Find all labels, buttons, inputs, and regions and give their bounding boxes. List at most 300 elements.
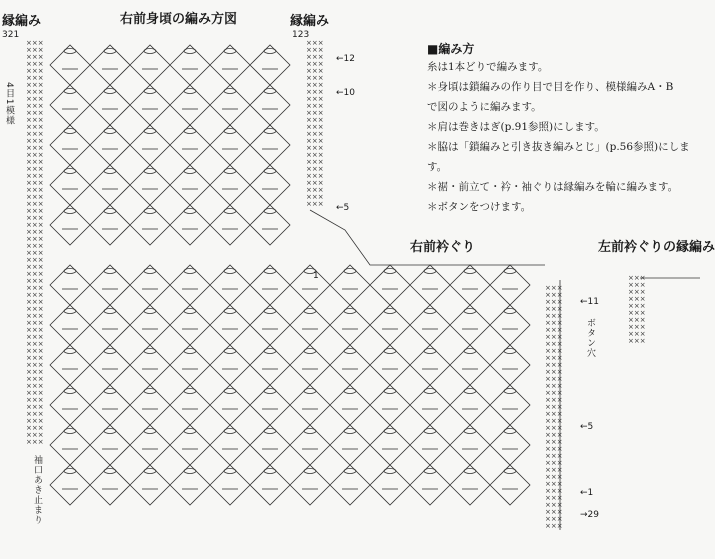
leaf-stitch	[144, 389, 156, 394]
row-1-bottom-label: ←1	[580, 488, 594, 498]
border-stitch: ×××	[545, 431, 563, 439]
border-stitch: ×××	[26, 417, 44, 425]
leaf-stitch	[184, 209, 196, 214]
leaf-stitch	[184, 429, 196, 434]
lattice-diamond	[290, 425, 330, 465]
leaf-stitch	[104, 129, 116, 134]
border-stitch: ×××	[306, 123, 324, 131]
border-stitch: ×××	[26, 354, 44, 362]
border-stitch: ×××	[26, 424, 44, 432]
lattice-diamond	[370, 305, 410, 345]
border-stitch: ×××	[306, 130, 324, 138]
leaf-stitch	[64, 469, 76, 474]
border-stitch: ×××	[26, 242, 44, 250]
lattice-diamond	[210, 305, 250, 345]
border-stitch: ×××	[26, 333, 44, 341]
lattice-diamond	[250, 265, 290, 305]
border-stitch: ×××	[26, 375, 44, 383]
lattice-diamond	[50, 465, 90, 505]
border-stitch: ×××	[26, 326, 44, 334]
border-stitch: ×××	[545, 389, 563, 397]
leaf-stitch	[464, 269, 476, 274]
border-stitch: ×××	[545, 312, 563, 320]
border-stitch: ×××	[306, 137, 324, 145]
leaf-stitch	[144, 429, 156, 434]
border-stitch: ×××	[306, 95, 324, 103]
border-stitch: ×××	[545, 382, 563, 390]
border-stitch: ×××	[26, 438, 44, 446]
lattice-diamond	[250, 125, 290, 165]
lattice-diamond	[250, 425, 290, 465]
border-stitch: ×××	[628, 288, 646, 296]
leaf-stitch	[304, 429, 316, 434]
chart-title: 右前身頃の編み方図	[120, 12, 238, 27]
border-stitch: ×××	[26, 340, 44, 348]
leaf-stitch	[504, 389, 516, 394]
lattice-diamond	[170, 345, 210, 385]
leaf-stitch	[504, 429, 516, 434]
border-stitch: ×××	[628, 302, 646, 310]
lattice-diamond	[130, 385, 170, 425]
leaf-stitch	[64, 429, 76, 434]
border-stitch: ×××	[26, 151, 44, 159]
lattice-diamond	[370, 265, 410, 305]
leaf-stitch	[104, 429, 116, 434]
border-stitch: ×××	[26, 179, 44, 187]
border-stitch: ×××	[306, 151, 324, 159]
lattice-diamond	[130, 305, 170, 345]
border-stitch: ×××	[26, 228, 44, 236]
lattice-diamond	[130, 205, 170, 245]
border-stitch: ×××	[26, 221, 44, 229]
leaf-stitch	[104, 89, 116, 94]
border-stitch: ×××	[26, 235, 44, 243]
border-stitch: ×××	[26, 305, 44, 313]
lattice-diamond	[90, 425, 130, 465]
leaf-stitch	[64, 389, 76, 394]
border-stitch: ×××	[26, 214, 44, 222]
leaf-stitch	[344, 389, 356, 394]
leaf-stitch	[264, 49, 276, 54]
leaf-stitch	[184, 309, 196, 314]
lattice-diamond	[90, 305, 130, 345]
border-stitch: ×××	[26, 53, 44, 61]
left-stitch-count: 321	[2, 30, 20, 40]
border-stitch: ×××	[26, 368, 44, 376]
border-stitch: ×××	[628, 281, 646, 289]
lattice-diamond	[490, 385, 530, 425]
leaf-stitch	[144, 49, 156, 54]
lattice-diamond	[250, 385, 290, 425]
leaf-stitch	[384, 429, 396, 434]
leaf-stitch	[264, 169, 276, 174]
lattice-diamond	[170, 385, 210, 425]
leaf-stitch	[264, 349, 276, 354]
leaf-stitch	[224, 169, 236, 174]
border-stitch: ×××	[26, 319, 44, 327]
leaf-stitch	[264, 389, 276, 394]
border-stitch: ×××	[26, 102, 44, 110]
border-stitch: ×××	[26, 46, 44, 54]
leaf-stitch	[344, 309, 356, 314]
lattice-diamond	[50, 45, 90, 85]
border-stitch: ×××	[628, 323, 646, 331]
lattice-diamond	[50, 125, 90, 165]
instruction-line: ＊脇は「鎖編みと引き抜き編みとじ」(p.56参照)にしま	[427, 141, 690, 153]
leaf-stitch	[144, 89, 156, 94]
lattice-diamond	[450, 465, 490, 505]
leaf-stitch	[64, 309, 76, 314]
border-stitch: ×××	[26, 165, 44, 173]
lattice-diamond	[130, 345, 170, 385]
lattice-diamond	[210, 385, 250, 425]
lattice-diamond	[450, 385, 490, 425]
leaf-stitch	[104, 209, 116, 214]
lattice-diamond	[210, 125, 250, 165]
border-stitch: ×××	[26, 130, 44, 138]
leaf-stitch	[104, 269, 116, 274]
instructions-block	[427, 40, 690, 217]
leaf-stitch	[184, 469, 196, 474]
lattice-diamond	[130, 45, 170, 85]
border-stitch: ×××	[26, 389, 44, 397]
leaf-stitch	[184, 49, 196, 54]
border-stitch: ×××	[545, 424, 563, 432]
border-stitch: ×××	[545, 319, 563, 327]
border-stitch: ×××	[306, 102, 324, 110]
row-10-label: ←10	[336, 88, 355, 98]
border-stitch: ×××	[306, 193, 324, 201]
border-stitch: ×××	[545, 459, 563, 467]
lattice-diamond	[450, 265, 490, 305]
lattice-diamond	[210, 85, 250, 125]
leaf-stitch	[384, 269, 396, 274]
leaf-stitch	[304, 389, 316, 394]
row-11-label: ←11	[580, 297, 599, 307]
border-stitch: ×××	[26, 193, 44, 201]
leaf-stitch	[104, 349, 116, 354]
border-stitch: ×××	[26, 382, 44, 390]
leaf-stitch	[344, 269, 356, 274]
border-stitch: ×××	[26, 60, 44, 68]
border-stitch: ×××	[26, 298, 44, 306]
instruction-line: ＊ボタンをつけます。	[427, 201, 532, 213]
lattice-diamond	[170, 425, 210, 465]
border-stitch: ×××	[545, 361, 563, 369]
border-stitch: ×××	[26, 74, 44, 82]
border-stitch: ×××	[545, 291, 563, 299]
border-stitch: ×××	[26, 123, 44, 131]
leaf-stitch	[184, 129, 196, 134]
lattice-diamond	[330, 265, 370, 305]
lattice-diamond	[90, 345, 130, 385]
mid-stitch-count: 123	[292, 30, 310, 40]
border-stitch: ×××	[628, 337, 646, 345]
leaf-stitch	[64, 349, 76, 354]
border-stitch: ×××	[545, 508, 563, 516]
lattice-diamond	[290, 345, 330, 385]
lattice-diamond	[370, 345, 410, 385]
lattice-diamond	[90, 45, 130, 85]
border-stitch: ×××	[306, 81, 324, 89]
lattice-diamond	[250, 345, 290, 385]
lattice-diamond	[210, 265, 250, 305]
row-5-top-label: ←5	[336, 203, 350, 213]
instruction-line: ＊肩は巻きはぎ(p.91参照)にします。	[427, 121, 605, 133]
lattice-diamond	[130, 85, 170, 125]
border-stitch: ×××	[545, 333, 563, 341]
leaf-stitch	[264, 269, 276, 274]
lattice-diamond	[450, 345, 490, 385]
border-stitch: ×××	[545, 326, 563, 334]
border-stitch: ×××	[545, 445, 563, 453]
lattice-diamond	[250, 45, 290, 85]
leaf-stitch	[144, 169, 156, 174]
leaf-stitch	[264, 209, 276, 214]
leaf-stitch	[224, 49, 236, 54]
lattice-diamond	[210, 205, 250, 245]
leaf-stitch	[384, 389, 396, 394]
lattice-diamond	[250, 165, 290, 205]
row-5-bottom-label: ←5	[580, 422, 594, 432]
border-stitch: ×××	[26, 277, 44, 285]
leaf-stitch	[464, 309, 476, 314]
leaf-stitch	[464, 389, 476, 394]
border-stitch: ×××	[26, 256, 44, 264]
border-stitch: ×××	[26, 207, 44, 215]
lattice-diamond	[130, 265, 170, 305]
border-stitch: ×××	[545, 494, 563, 502]
border-stitch: ×××	[26, 39, 44, 47]
button-hole-note: ボタン穴	[585, 318, 595, 358]
leaf-stitch	[64, 269, 76, 274]
lattice-diamond	[170, 85, 210, 125]
border-stitch: ×××	[545, 396, 563, 404]
lattice-diamond	[410, 385, 450, 425]
lattice-diamond	[330, 345, 370, 385]
leaf-stitch	[384, 309, 396, 314]
leaf-stitch	[224, 429, 236, 434]
lattice-diamond	[490, 425, 530, 465]
leaf-stitch	[144, 129, 156, 134]
lattice-diamond	[210, 45, 250, 85]
lattice-diamond	[50, 305, 90, 345]
border-stitch: ×××	[26, 361, 44, 369]
border-stitch: ×××	[545, 452, 563, 460]
border-stitch: ×××	[545, 515, 563, 523]
leaf-stitch	[304, 309, 316, 314]
leaf-stitch	[224, 349, 236, 354]
lattice-diamond	[50, 385, 90, 425]
leaf-stitch	[304, 349, 316, 354]
leaf-stitch	[464, 429, 476, 434]
mid-border-heading: 縁編み	[290, 14, 330, 29]
lattice-diamond	[130, 425, 170, 465]
lattice-diamond	[170, 205, 210, 245]
border-stitch: ×××	[545, 368, 563, 376]
border-stitch: ×××	[545, 438, 563, 446]
leaf-stitch	[464, 469, 476, 474]
row-12-label: ←12	[336, 54, 355, 64]
leaf-stitch	[64, 169, 76, 174]
lattice-diamond	[370, 385, 410, 425]
leaf-stitch	[264, 129, 276, 134]
leaf-stitch	[504, 469, 516, 474]
leaf-stitch	[64, 89, 76, 94]
lattice-diamond	[450, 305, 490, 345]
lattice-diamond	[90, 165, 130, 205]
leaf-stitch	[104, 309, 116, 314]
leaf-stitch	[64, 49, 76, 54]
border-stitch: ×××	[306, 88, 324, 96]
leaf-stitch	[424, 349, 436, 354]
border-stitch: ×××	[306, 186, 324, 194]
border-stitch: ×××	[545, 480, 563, 488]
leaf-stitch	[184, 389, 196, 394]
lattice-diamond	[90, 205, 130, 245]
lattice-diamond	[90, 465, 130, 505]
lattice-diamond	[50, 345, 90, 385]
lattice-diamond	[250, 85, 290, 125]
border-stitch: ×××	[545, 375, 563, 383]
lattice-diamond	[130, 165, 170, 205]
leaf-stitch	[264, 309, 276, 314]
lattice-diamond	[330, 305, 370, 345]
lattice-diamond	[210, 425, 250, 465]
lattice-diamond	[90, 85, 130, 125]
leaf-stitch	[64, 129, 76, 134]
leaf-stitch	[224, 129, 236, 134]
border-stitch: ×××	[306, 60, 324, 68]
sleeve-opening-note: 袖口あき止まり	[32, 455, 42, 525]
border-stitch: ×××	[26, 172, 44, 180]
instruction-line: で図のように編みます。	[427, 101, 542, 113]
border-stitch: ×××	[545, 305, 563, 313]
leaf-stitch	[144, 469, 156, 474]
lattice-diamond	[330, 385, 370, 425]
collar-left-heading: 左前衿ぐりの縁編み	[598, 240, 715, 255]
row-1-label: 1	[313, 271, 319, 281]
border-stitch: ×××	[26, 270, 44, 278]
border-stitch: ×××	[26, 410, 44, 418]
lattice-diamond	[290, 465, 330, 505]
instruction-line: ＊裾・前立て・衿・袖ぐりは縁編みを輪に編みます。	[427, 181, 679, 193]
lattice-diamond	[170, 465, 210, 505]
border-stitch: ×××	[26, 95, 44, 103]
collar-right-heading: 右前衿ぐり	[410, 240, 476, 255]
leaf-stitch	[104, 389, 116, 394]
left-border-heading: 縁編み	[2, 14, 42, 29]
border-stitch: ×××	[628, 316, 646, 324]
leaf-stitch	[424, 309, 436, 314]
lattice-diamond	[210, 345, 250, 385]
leaf-stitch	[184, 269, 196, 274]
lattice-diamond	[370, 465, 410, 505]
border-stitch: ×××	[545, 410, 563, 418]
lattice-diamond	[290, 305, 330, 345]
lattice-diamond	[90, 125, 130, 165]
border-stitch: ×××	[306, 109, 324, 117]
lattice-diamond	[210, 165, 250, 205]
border-stitch: ×××	[306, 179, 324, 187]
lattice-diamond	[330, 465, 370, 505]
border-stitch: ×××	[306, 67, 324, 75]
leaf-stitch	[104, 169, 116, 174]
lattice-diamond	[50, 265, 90, 305]
border-stitch: ×××	[26, 284, 44, 292]
border-stitch: ×××	[306, 200, 324, 208]
border-stitch: ×××	[26, 403, 44, 411]
border-stitch: ×××	[545, 466, 563, 474]
lattice-diamond	[250, 205, 290, 245]
lattice-diamond	[410, 305, 450, 345]
leaf-stitch	[304, 469, 316, 474]
border-stitch: ×××	[306, 46, 324, 54]
leaf-stitch	[504, 269, 516, 274]
border-stitch: ×××	[545, 298, 563, 306]
lattice-diamond	[490, 265, 530, 305]
lattice-diamond	[410, 465, 450, 505]
border-stitch: ×××	[26, 116, 44, 124]
leaf-stitch	[424, 269, 436, 274]
lattice-diamond	[170, 165, 210, 205]
lattice-diamond	[490, 465, 530, 505]
border-stitch: ×××	[628, 330, 646, 338]
leaf-stitch	[464, 349, 476, 354]
leaf-stitch	[144, 269, 156, 274]
leaf-stitch	[264, 429, 276, 434]
border-stitch: ×××	[26, 312, 44, 320]
lattice-diamond	[410, 425, 450, 465]
border-stitch: ×××	[26, 200, 44, 208]
lattice-diamond	[50, 85, 90, 125]
leaf-stitch	[344, 429, 356, 434]
lattice-diamond	[450, 425, 490, 465]
leaf-stitch	[344, 349, 356, 354]
lattice-diamond	[50, 165, 90, 205]
border-stitch: ×××	[26, 186, 44, 194]
instruction-line: ＊身頃は鎖編みの作り目で目を作り、模様編みA・B	[427, 81, 674, 93]
lattice-diamond	[50, 425, 90, 465]
border-stitch: ×××	[545, 522, 563, 530]
leaf-stitch	[344, 469, 356, 474]
border-stitch: ×××	[628, 274, 646, 282]
pattern-repeat-note: 4目1模様	[4, 82, 14, 126]
leaf-stitch	[224, 469, 236, 474]
border-stitch: ×××	[545, 340, 563, 348]
border-stitch: ×××	[306, 116, 324, 124]
border-stitch: ×××	[306, 158, 324, 166]
border-stitch: ×××	[26, 396, 44, 404]
lattice-diamond	[130, 125, 170, 165]
instruction-line: す。	[427, 161, 448, 173]
border-stitch: ×××	[545, 354, 563, 362]
lattice-diamond	[170, 125, 210, 165]
border-stitch: ×××	[26, 431, 44, 439]
lattice-diamond	[210, 465, 250, 505]
lattice-diamond	[170, 305, 210, 345]
border-stitch: ×××	[26, 249, 44, 257]
leaf-stitch	[504, 309, 516, 314]
leaf-stitch	[424, 469, 436, 474]
leaf-stitch	[264, 469, 276, 474]
border-stitch: ×××	[26, 263, 44, 271]
leaf-stitch	[104, 49, 116, 54]
lattice-diamond	[170, 265, 210, 305]
lattice-diamond	[130, 465, 170, 505]
leaf-stitch	[224, 269, 236, 274]
instructions-lines	[427, 57, 690, 217]
